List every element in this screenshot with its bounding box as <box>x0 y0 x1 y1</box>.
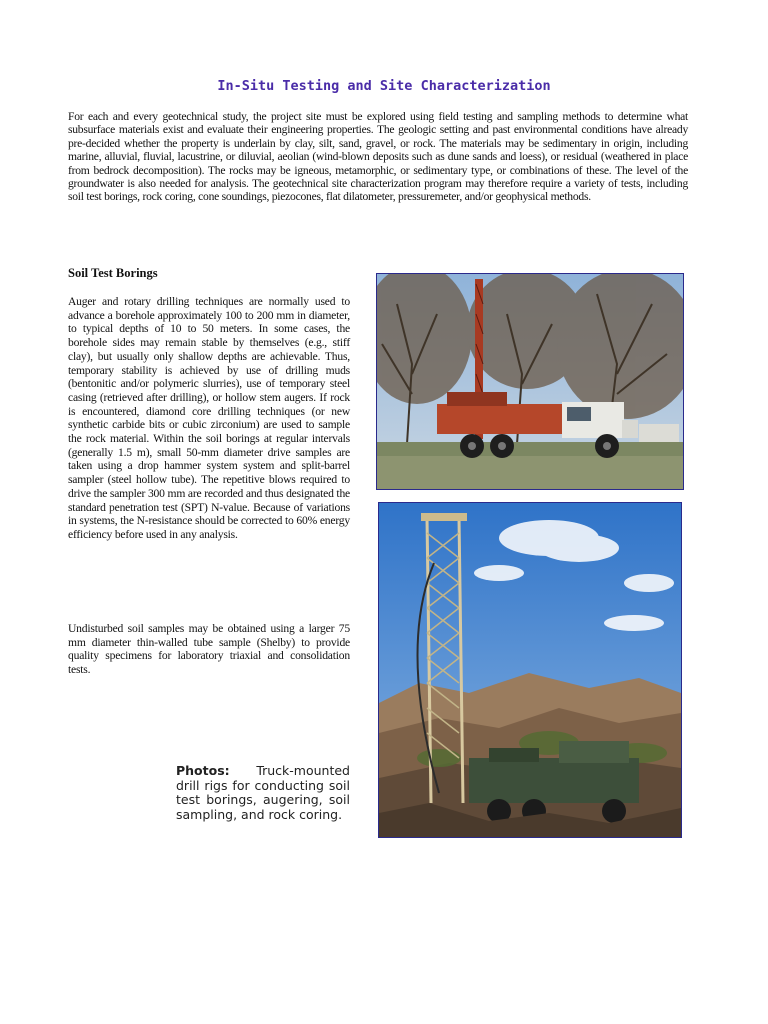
photo-caption-lead: Photos: <box>176 763 230 778</box>
photo-rock-coring-rig-image <box>379 503 681 837</box>
section-heading-soil-test-borings: Soil Test Borings <box>68 266 158 280</box>
intro-paragraph: For each and every geotechnical study, the project site must be explored using field testing and sampling methods to determine what subsurface materials exist and evaluate their engineering properties. The geologic setting and past environmental conditions have already pre-decided whether the property is underlain by clay, silt, sand, gravel, or rock. The materials may be sedimentary in origin, including marine, alluvial, fluvial, lacustrine, or diluvial, aeolian (wind-blown deposits such as dune sands and loess), or residual (weathered in place from bedrock decomposition). The rocks may be igneous, metamorphic, or sedimentary type, or combinations of these. The level of the groundwater is also needed for analysis. The geotechnical site characterization program may therefore require a variety of tests, including soil test borings, rock coring, cone soundings, piezocones, flat dilatometer, pressuremeter, and/or geophysical methods. <box>68 110 688 204</box>
soil-borings-paragraph-1: Auger and rotary drilling techniques are normally used to advance a borehole approximately 100 to 200 mm in diameter, to typical depths of 10 to 50 meters. In some cases, the borehole sides may remain stable by themselves (e.g., stiff clay), but usually only shallow depths are achievable. Thus, temporary stability is achieved by use of drilling muds (bentonitic and/or polymeric slurries), use of temporary steel casing (retrieved after drilling), or hollow stem augers. If rock is encountered, diamond core drilling techniques (or new synthetic carbide bits or cubic zirconium) are used to sample the rock material. Within the soil borings at regular intervals (generally 1.5 m), small 50-mm diameter drive samples are taken using a drop hammer system system and split-barrel sampler (steel hollow tube). The repetitive blows required to drive the sampler 300 mm are recorded and thus designated the standard penetration test (SPT) N-value. Because of variations in systems, the N-resistance should be corrected to 60% energy efficiency before used in any analysis. <box>68 295 350 541</box>
photo-truck-drill-rig-image <box>377 274 683 489</box>
photo-caption <box>176 764 350 822</box>
soil-borings-paragraph-2: Undisturbed soil samples may be obtained using a larger 75 mm diameter thin-walled tube sample (Shelby) to provide quality specimens for laboratory triaxial and consolidation tests. <box>68 622 350 677</box>
photo-caption-text: Truck-mounted drill rigs for conducting soil test borings, augering, soil sampling, and rock coring. <box>176 763 350 822</box>
photo-rock-coring-rig <box>378 502 682 838</box>
page-title: In-Situ Testing and Site Characterization <box>217 78 551 94</box>
photo-truck-drill-rig <box>376 273 684 490</box>
